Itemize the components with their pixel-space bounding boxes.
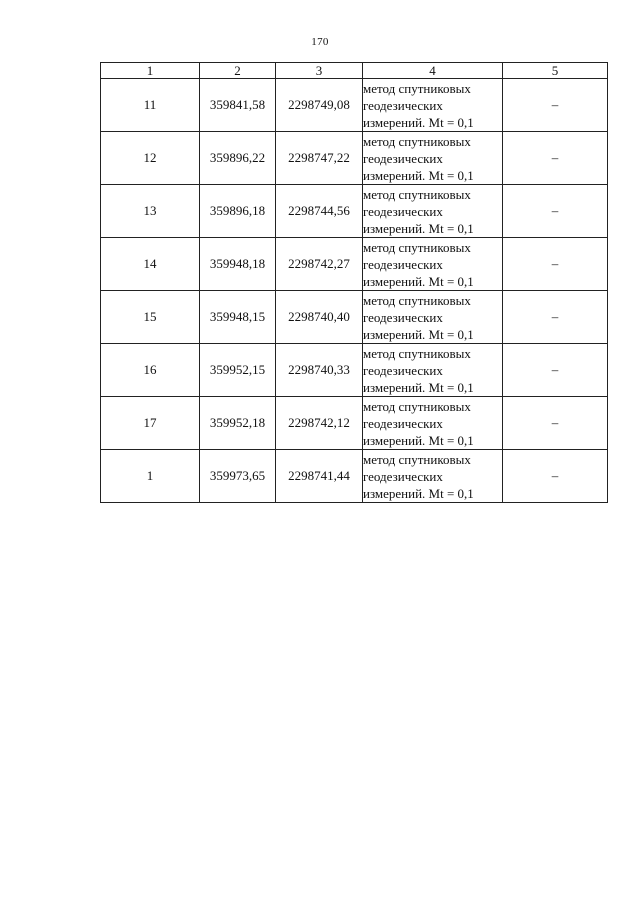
method-line: геодезических [363, 362, 443, 378]
method-cell [363, 291, 503, 344]
coordinate-x: 359948,15 [200, 291, 276, 344]
coordinates-table [100, 62, 608, 503]
coordinate-x: 359973,65 [200, 450, 276, 503]
column-header-2: 2 [200, 63, 276, 79]
method-cell [363, 185, 503, 238]
method-line: метод спутниковых [363, 80, 471, 96]
method-line: измерений. Mt = 0,1 [363, 485, 474, 501]
column-header-5: 5 [503, 63, 608, 79]
method-line: метод спутниковых [363, 292, 471, 308]
coordinate-y: 2298740,33 [276, 344, 363, 397]
method-line: метод спутниковых [363, 345, 471, 361]
method-line: измерений. Mt = 0,1 [363, 432, 474, 448]
point-number: 14 [101, 238, 200, 291]
method-cell [363, 238, 503, 291]
note-cell: – [503, 344, 608, 397]
method-line: измерений. Mt = 0,1 [363, 220, 474, 236]
point-number: 1 [101, 450, 200, 503]
method-line: измерений. Mt = 0,1 [363, 379, 474, 395]
column-header-3: 3 [276, 63, 363, 79]
coordinate-x: 359841,58 [200, 79, 276, 132]
table-body [101, 79, 608, 503]
table-row [101, 238, 608, 291]
method-line: геодезических [363, 97, 443, 113]
note-cell: – [503, 238, 608, 291]
table-row [101, 397, 608, 450]
coordinate-y: 2298742,27 [276, 238, 363, 291]
method-line: метод спутниковых [363, 239, 471, 255]
table-row [101, 450, 608, 503]
method-cell [363, 344, 503, 397]
method-cell [363, 79, 503, 132]
page-number: 170 [311, 36, 329, 48]
method-line: метод спутниковых [363, 451, 471, 467]
coordinate-x: 359952,18 [200, 397, 276, 450]
coordinate-y: 2298747,22 [276, 132, 363, 185]
coordinate-y: 2298744,56 [276, 185, 363, 238]
method-line: метод спутниковых [363, 398, 471, 414]
method-line: геодезических [363, 309, 443, 325]
coordinate-y: 2298742,12 [276, 397, 363, 450]
point-number: 13 [101, 185, 200, 238]
note-cell: – [503, 291, 608, 344]
method-line: геодезических [363, 415, 443, 431]
coordinate-y: 2298741,44 [276, 450, 363, 503]
table-row [101, 185, 608, 238]
note-cell: – [503, 185, 608, 238]
coordinate-x: 359896,18 [200, 185, 276, 238]
table-row [101, 291, 608, 344]
table-row [101, 132, 608, 185]
coordinate-y: 2298749,08 [276, 79, 363, 132]
method-cell [363, 132, 503, 185]
method-cell [363, 397, 503, 450]
point-number: 12 [101, 132, 200, 185]
method-line: геодезических [363, 256, 443, 272]
column-header-1: 1 [101, 63, 200, 79]
note-cell: – [503, 79, 608, 132]
note-cell: – [503, 397, 608, 450]
method-line: измерений. Mt = 0,1 [363, 326, 474, 342]
method-cell [363, 450, 503, 503]
coordinate-x: 359896,22 [200, 132, 276, 185]
point-number: 16 [101, 344, 200, 397]
method-line: метод спутниковых [363, 186, 471, 202]
coordinate-x: 359952,15 [200, 344, 276, 397]
coordinate-x: 359948,18 [200, 238, 276, 291]
header-row [101, 63, 608, 79]
column-header-4: 4 [363, 63, 503, 79]
method-line: геодезических [363, 150, 443, 166]
table-row [101, 344, 608, 397]
table-row [101, 79, 608, 132]
method-line: геодезических [363, 468, 443, 484]
coordinate-y: 2298740,40 [276, 291, 363, 344]
note-cell: – [503, 450, 608, 503]
method-line: геодезических [363, 203, 443, 219]
method-line: измерений. Mt = 0,1 [363, 273, 474, 289]
method-line: измерений. Mt = 0,1 [363, 167, 474, 183]
table-header [101, 63, 608, 79]
method-line: измерений. Mt = 0,1 [363, 114, 474, 130]
note-cell: – [503, 132, 608, 185]
point-number: 15 [101, 291, 200, 344]
point-number: 11 [101, 79, 200, 132]
point-number: 17 [101, 397, 200, 450]
method-line: метод спутниковых [363, 133, 471, 149]
